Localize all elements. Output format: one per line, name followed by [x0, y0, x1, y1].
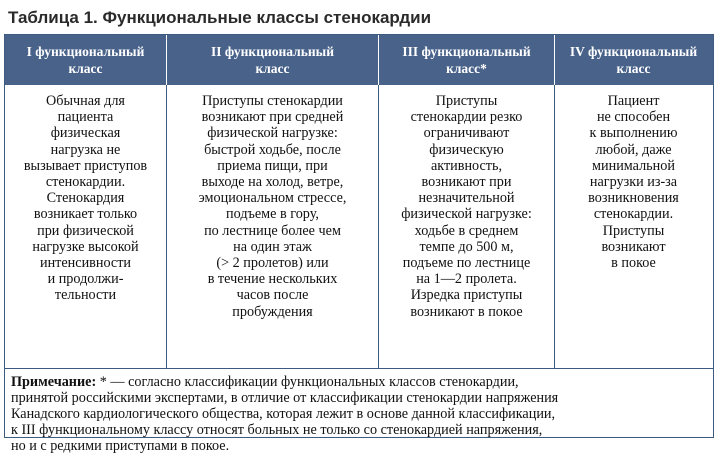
cell-line: пробуждения [232, 303, 313, 320]
note-label: Примечание: [11, 374, 97, 390]
cell-line: интенсивности [40, 255, 131, 272]
cell-line: эмоциональном стрессе, [198, 190, 347, 207]
table-header-row [5, 35, 713, 85]
cell-line: минимальной [592, 157, 675, 174]
cell-line: быстрой ходьбе, после [204, 141, 341, 158]
cell-line: выходе на холод, ветре, [201, 174, 344, 191]
note-line: но и с редкими приступами в покое. [11, 438, 230, 454]
note-line: принятой российскими экспертами, в отличие от классификации стенокардии напряжения [11, 390, 559, 406]
header-class-1: I функциональный класс [5, 35, 167, 85]
note-line: Канадского кардиологического общества, которая лежит в основе данной классификации, [11, 406, 556, 422]
cell-line: нагрузки из-за [589, 174, 678, 191]
cell-line: возникает только [33, 206, 138, 223]
cell-line: ходьбе в среднем [414, 222, 519, 239]
cell-line: физической нагрузке: [401, 206, 532, 223]
cell-line: Обычная для [46, 93, 125, 109]
cell-line: незначительной [418, 190, 515, 207]
cell-line: возникают при средней [201, 109, 344, 126]
cell-line: возникают [601, 238, 666, 255]
cell-line: часов после [236, 287, 309, 304]
cell-line: к выполнению [589, 125, 678, 142]
cell-line: на 1—2 пролета. [416, 271, 517, 288]
cell-line: возникают при [421, 174, 512, 191]
cell-line: вызывает приступов [23, 157, 148, 174]
cell-line: в покое [611, 255, 656, 272]
cell-class-1 [5, 85, 167, 368]
cell-line: при физической [37, 222, 134, 239]
table-note [5, 368, 713, 454]
note-text: * — согласно классификации функциональных классов стенокардии, [96, 374, 519, 390]
cell-line: пациента [57, 109, 114, 126]
cell-line: стенокардии. [45, 174, 126, 191]
cell-line: приема пищи, при [217, 157, 328, 174]
cell-line: нагрузке высокой [32, 238, 139, 255]
cell-line: тельности [54, 287, 117, 304]
cell-line: физическая [50, 125, 121, 142]
cell-line: (> 2 пролетов) или [216, 255, 329, 272]
cell-line: Пациент [607, 93, 660, 109]
cell-line: по лестнице более чем [204, 222, 341, 239]
table-body-row [5, 85, 713, 368]
cell-line: подъеме в гору, [226, 206, 319, 223]
cell-line: на один этаж [233, 238, 312, 255]
cell-line: Приступы [435, 93, 498, 109]
angina-classes-table [4, 34, 714, 454]
cell-line: активность, [430, 157, 503, 174]
cell-line: Приступы [602, 222, 665, 239]
cell-line: и продолжи- [47, 271, 124, 288]
cell-line: не способен [596, 109, 671, 126]
cell-line: нагрузка не [50, 141, 121, 158]
header-class-4: IV функциональный класс [569, 44, 698, 76]
header-class-2: II функциональный класс [167, 35, 379, 85]
cell-line: стенокардии резко [410, 109, 523, 126]
note-line: к III функциональному классу относят больных не только со стенокардией напряжения, [11, 422, 543, 438]
cell-line: в течение нескольких [207, 271, 338, 288]
cell-line: физическую [429, 141, 504, 158]
cell-class-2 [167, 85, 379, 368]
cell-line: возникают в покое [410, 303, 523, 320]
cell-line: Приступы стенокардии [202, 93, 343, 109]
cell-line: стенокардии. [593, 206, 674, 223]
cell-line: любой, даже [595, 141, 672, 158]
cell-line: физической нагрузке: [207, 125, 338, 142]
cell-line: подъеме по лестнице [402, 255, 531, 272]
cell-line: темпе до 500 м, [419, 238, 514, 255]
cell-line: Стенокардия [46, 190, 125, 207]
header-class-3: III функциональный класс* [379, 35, 555, 85]
cell-line: возникновения [588, 190, 679, 207]
cell-line: Изредка приступы [410, 287, 523, 304]
cell-class-3 [379, 85, 555, 368]
table-title: Таблица 1. Функциональные классы стенокардии [8, 8, 432, 27]
cell-line: ограничивают [423, 125, 510, 142]
cell-class-4 [555, 85, 712, 368]
